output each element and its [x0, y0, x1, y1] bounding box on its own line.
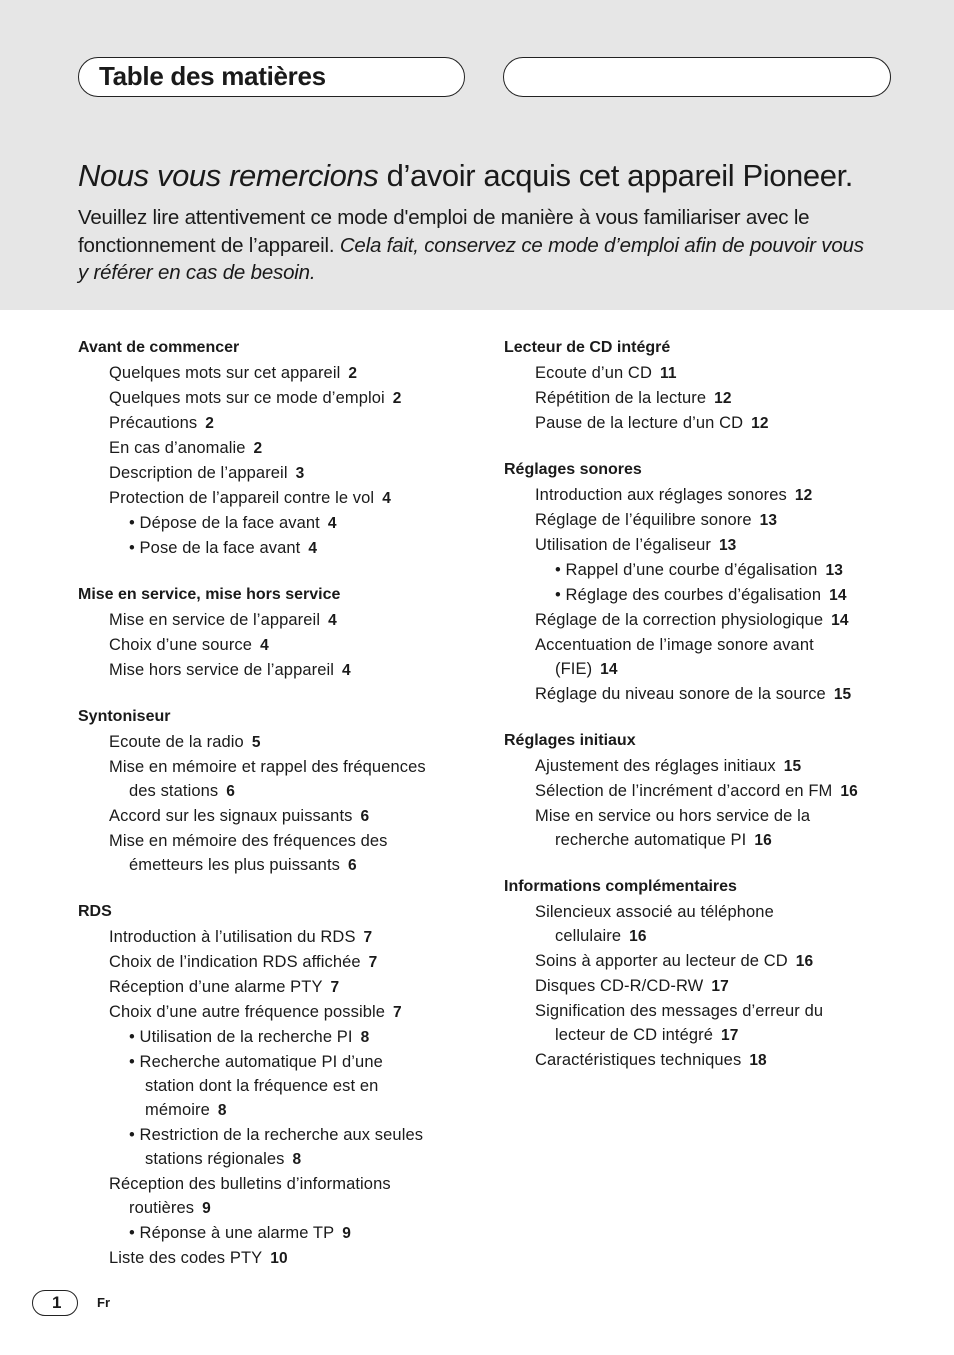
toc-page-number: 8 — [292, 1151, 302, 1168]
headline-rest: d’avoir acquis cet appareil Pioneer. — [378, 158, 854, 193]
toc-entry-text: Choix d’une source — [109, 636, 253, 654]
toc-page-number: 14 — [831, 612, 849, 629]
toc-entry-continuation-text: cellulaire — [555, 927, 622, 945]
toc-page-number: 13 — [718, 537, 737, 554]
page-number-badge — [32, 1290, 78, 1316]
toc-entry-text: Description de l’appareil — [109, 464, 288, 482]
toc-entry-text: Signification des messages d’erreur du — [535, 1002, 824, 1020]
toc-entry[interactable] — [504, 558, 924, 583]
toc-entry-text: Mise en mémoire et rappel des fréquences — [109, 758, 426, 776]
toc-entry-text: Silencieux associé au téléphone — [535, 903, 774, 921]
toc-entry[interactable] — [504, 608, 924, 633]
toc-page-number: 14 — [600, 661, 618, 678]
intro-italic: Cela fait, conservez ce mode d’emploi afin de pouvoir vous y référer en cas de besoin. — [78, 233, 864, 284]
toc-page-number: 16 — [754, 832, 772, 849]
toc-left-column — [78, 338, 478, 1295]
toc-entry-text: Caractéristiques techniques — [535, 1051, 742, 1069]
toc-entry[interactable] — [78, 1050, 478, 1123]
toc-section-title: Mise en service, mise hors service — [78, 586, 341, 603]
toc-entry[interactable] — [504, 999, 924, 1048]
toc-entry-text: • Pose de la face avant — [129, 539, 301, 557]
toc-entry-continuation-text: émetteurs les plus puissants — [129, 856, 340, 874]
toc-entry-text: Ajustement des réglages initiaux — [535, 757, 776, 775]
toc-entry-text: Choix de l’indication RDS affichée — [109, 953, 361, 971]
toc-page-number: 4 — [328, 612, 337, 629]
toc-entry-text: • Utilisation de la recherche PI — [129, 1028, 353, 1046]
toc-entry[interactable] — [504, 949, 924, 974]
toc-entry[interactable] — [78, 536, 478, 561]
toc-section-title: Syntoniseur — [78, 708, 171, 725]
toc-entry-text: • Réponse à une alarme TP — [129, 1224, 335, 1242]
toc-page-number: 7 — [368, 954, 378, 971]
toc-entry-continuation — [145, 1074, 478, 1098]
toc-page-number: 2 — [348, 365, 358, 382]
toc-page-number: 9 — [202, 1200, 211, 1217]
toc-page-number: 4 — [308, 540, 318, 557]
toc-entry[interactable] — [504, 682, 924, 707]
toc-entry-continuation-text: des stations — [129, 782, 219, 800]
toc-page-number: 5 — [251, 734, 261, 751]
toc-entry-text: Quelques mots sur ce mode d’emploi — [109, 389, 385, 407]
toc-entry-continuation — [535, 828, 924, 853]
toc-entry-continuation — [535, 1023, 924, 1048]
toc-entry[interactable] — [78, 608, 478, 633]
toc-page-number: 12 — [714, 390, 732, 407]
empty-title-box — [503, 57, 891, 97]
toc-entry[interactable] — [504, 508, 924, 533]
toc-entry-text: Accord sur les signaux puissants — [109, 807, 353, 825]
toc-section-title: RDS — [78, 903, 112, 920]
toc-section — [78, 338, 478, 561]
toc-title: Table des matières — [99, 61, 326, 91]
toc-page-number: 7 — [330, 979, 340, 996]
toc-entry-text: Protection de l’appareil contre le vol — [109, 489, 375, 507]
toc-entry[interactable] — [78, 755, 478, 804]
toc-entry-text: • Réglage des courbes d’égalisation — [555, 586, 822, 604]
toc-entry[interactable] — [504, 804, 924, 853]
toc-page-number: 8 — [217, 1102, 227, 1119]
toc-entry-text: • Dépose de la face avant — [129, 514, 320, 532]
toc-entry[interactable] — [78, 1123, 478, 1172]
toc-entry-continuation — [109, 853, 478, 878]
toc-section — [78, 707, 478, 878]
toc-entry[interactable] — [504, 974, 924, 999]
toc-entry-continuation — [535, 924, 924, 949]
toc-section — [504, 877, 924, 1073]
toc-entry-text: Pause de la lecture d’un CD — [535, 414, 744, 432]
language-code: Fr — [97, 1295, 110, 1310]
toc-entry-text: Mise en mémoire des fréquences des — [109, 832, 388, 850]
toc-entry-text: Réglage du niveau sonore de la source — [535, 685, 826, 703]
toc-entry[interactable] — [78, 386, 478, 411]
toc-entry-text: Introduction à l’utilisation du RDS — [109, 928, 356, 946]
toc-entry[interactable] — [78, 658, 478, 683]
toc-page-number: 4 — [342, 662, 351, 679]
toc-entry[interactable] — [504, 1048, 924, 1073]
toc-entry[interactable] — [78, 436, 478, 461]
toc-entry[interactable] — [78, 1221, 478, 1246]
toc-entry-text: Réglage de la correction physiologique — [535, 611, 824, 629]
toc-page-number: 2 — [253, 440, 263, 457]
toc-entry-text: Mise en service ou hors service de la — [535, 807, 811, 825]
toc-page-number: 17 — [721, 1027, 739, 1044]
toc-entry-continuation-text: routières — [129, 1199, 195, 1217]
toc-page-number: 6 — [347, 857, 357, 874]
toc-entry-text: Soins à apporter au lecteur de CD — [535, 952, 788, 970]
toc-section — [78, 902, 478, 1271]
toc-right-column — [504, 338, 924, 1097]
toc-section — [78, 585, 478, 683]
toc-entry-continuation-text: stations régionales — [145, 1150, 285, 1168]
headline — [78, 158, 918, 194]
toc-entry[interactable] — [504, 386, 924, 411]
toc-entry[interactable] — [78, 975, 478, 1000]
toc-page-number: 9 — [342, 1225, 351, 1242]
toc-entry-text: Ecoute d’un CD — [535, 364, 652, 382]
toc-entry[interactable] — [504, 900, 924, 949]
toc-entry-text: Liste des codes PTY — [109, 1249, 263, 1267]
toc-page-number: 18 — [749, 1052, 767, 1069]
toc-entry-text: • Rappel d’une courbe d’égalisation — [555, 561, 818, 579]
toc-entry-text: Quelques mots sur cet appareil — [109, 364, 341, 382]
toc-page-number: 16 — [629, 928, 647, 945]
toc-entry-continuation — [145, 1147, 478, 1172]
toc-entry[interactable] — [78, 411, 478, 436]
toc-section — [504, 338, 924, 436]
toc-section-title: Réglages initiaux — [504, 732, 636, 749]
toc-entry-continuation-text: recherche automatique PI — [555, 831, 747, 849]
intro-paragraph — [78, 204, 878, 287]
toc-entry[interactable] — [78, 925, 478, 950]
toc-entry[interactable] — [504, 583, 924, 608]
toc-page-number: 7 — [393, 1004, 402, 1021]
toc-page-number: 13 — [825, 562, 843, 579]
toc-entry[interactable] — [78, 361, 478, 386]
toc-page-number: 6 — [360, 808, 370, 825]
toc-entry-text: Utilisation de l’égaliseur — [535, 536, 711, 554]
toc-entry[interactable] — [504, 779, 924, 804]
toc-entry-text: Mise en service de l’appareil — [109, 611, 321, 629]
toc-page-number: 16 — [840, 783, 858, 800]
toc-entry[interactable] — [78, 633, 478, 658]
toc-section — [504, 460, 924, 707]
toc-entry-text: Accentuation de l’image sonore avant — [535, 636, 814, 654]
page-number: 1 — [52, 1293, 62, 1312]
toc-page-number: 8 — [360, 1029, 370, 1046]
toc-entry[interactable] — [78, 511, 478, 536]
toc-page-number: 4 — [382, 490, 391, 507]
toc-entry-continuation — [535, 657, 924, 682]
toc-entry-continuation — [145, 1098, 478, 1123]
toc-entry-text: En cas d’anomalie — [109, 439, 246, 457]
toc-entry[interactable] — [78, 486, 478, 511]
toc-entry[interactable] — [78, 829, 478, 878]
toc-page-number: 6 — [226, 783, 235, 800]
toc-entry-text: Réglage de l’équilibre sonore — [535, 511, 752, 529]
toc-section — [504, 731, 924, 853]
toc-entry[interactable] — [504, 483, 924, 508]
toc-page-number: 4 — [327, 515, 337, 532]
toc-entry[interactable] — [78, 950, 478, 975]
toc-page-number: 11 — [659, 365, 677, 382]
toc-entry-continuation-text: station dont la fréquence est en — [145, 1077, 379, 1095]
toc-entry-text: Choix d’une autre fréquence possible — [109, 1003, 386, 1021]
toc-entry-continuation — [109, 1196, 478, 1221]
toc-entry-text: Disques CD-R/CD-RW — [535, 977, 704, 995]
toc-entry[interactable] — [504, 533, 924, 558]
toc-entry[interactable] — [504, 361, 924, 386]
toc-entry-text: Ecoute de la radio — [109, 733, 244, 751]
toc-page-number: 10 — [270, 1250, 288, 1267]
toc-entry[interactable] — [78, 730, 478, 755]
toc-entry-text: Sélection de l’incrément d’accord en FM — [535, 782, 833, 800]
toc-entry-text: Réception des bulletins d’informations — [109, 1175, 391, 1193]
toc-page-number: 12 — [794, 487, 813, 504]
toc-entry-continuation — [109, 779, 478, 804]
toc-page-number: 4 — [260, 637, 269, 654]
headline-italic: Nous vous remercions — [78, 158, 379, 193]
toc-entry-text: Introduction aux réglages sonores — [535, 486, 787, 504]
toc-entry-text: Précautions — [109, 414, 198, 432]
toc-page-number: 13 — [759, 512, 778, 529]
toc-page-number: 15 — [783, 758, 802, 775]
toc-entry[interactable] — [78, 1246, 478, 1271]
toc-page-number: 16 — [795, 953, 814, 970]
toc-entry-continuation-text: mémoire — [145, 1101, 210, 1119]
toc-entry[interactable] — [78, 1172, 478, 1221]
toc-title-box — [78, 57, 465, 97]
toc-page-number: 2 — [205, 415, 214, 432]
toc-page-number: 3 — [295, 465, 305, 482]
toc-entry[interactable] — [504, 754, 924, 779]
toc-entry[interactable] — [504, 411, 924, 436]
toc-entry-text: • Restriction de la recherche aux seules — [129, 1126, 424, 1144]
toc-entry-text: Répétition de la lecture — [535, 389, 707, 407]
toc-page-number: 17 — [711, 978, 729, 995]
intro-plain: Veuillez lire attentivement ce mode d'emploi de manière à vous familiariser avec le fonctionnement de l’appareil. — [78, 206, 810, 257]
toc-entry-text: Mise hors service de l’appareil — [109, 661, 335, 679]
toc-page-number: 14 — [829, 587, 847, 604]
toc-entry-continuation-text: (FIE) — [555, 660, 593, 678]
toc-section-title: Lecteur de CD intégré — [504, 339, 671, 356]
toc-section-title: Réglages sonores — [504, 461, 642, 478]
toc-entry[interactable] — [78, 461, 478, 486]
toc-page-number: 12 — [751, 415, 769, 432]
toc-entry-text: Réception d’une alarme PTY — [109, 978, 323, 996]
toc-entry[interactable] — [78, 1000, 478, 1025]
toc-page-number: 15 — [833, 686, 852, 703]
toc-section-title: Informations complémentaires — [504, 878, 737, 895]
toc-entry[interactable] — [504, 633, 924, 682]
toc-entry[interactable] — [78, 804, 478, 829]
toc-section-title: Avant de commencer — [78, 339, 240, 356]
toc-entry-text: • Recherche automatique PI d’une — [129, 1053, 383, 1071]
toc-entry-continuation-text: lecteur de CD intégré — [555, 1026, 714, 1044]
toc-page-number: 7 — [363, 929, 373, 946]
toc-entry[interactable] — [78, 1025, 478, 1050]
toc-page-number: 2 — [392, 390, 402, 407]
